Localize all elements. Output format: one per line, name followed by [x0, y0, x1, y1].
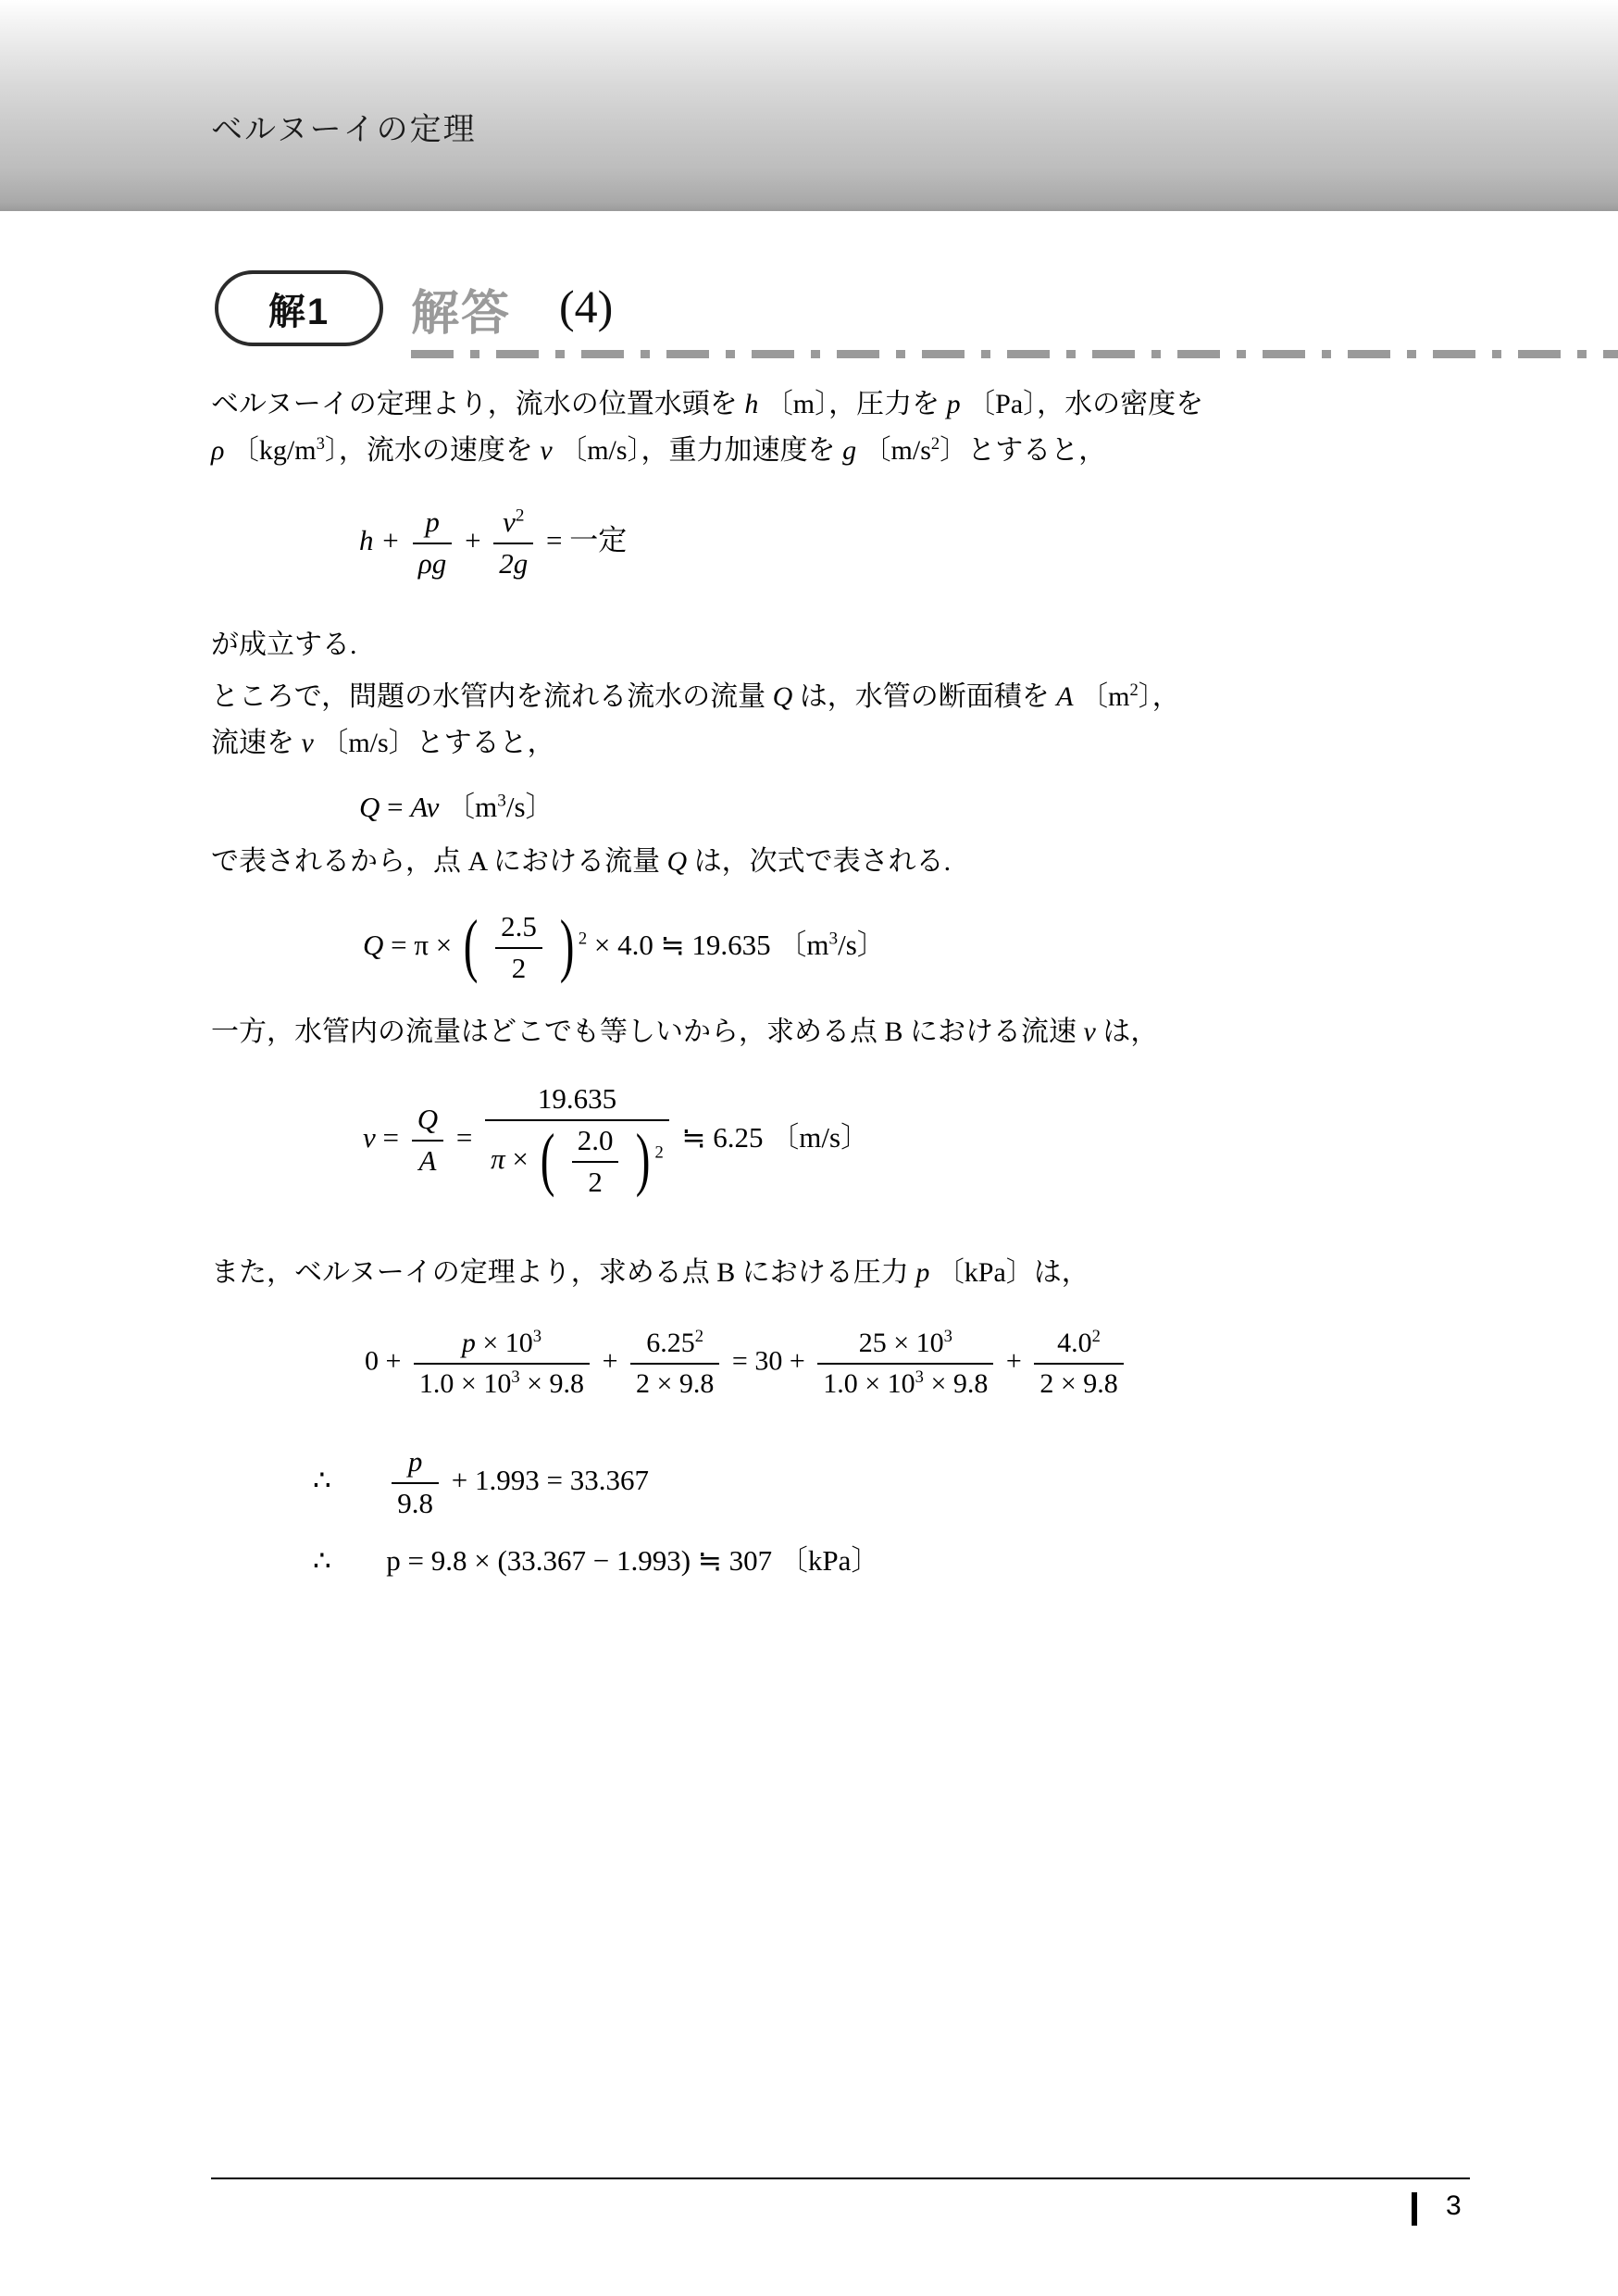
eq1-frac-p-rhog: $\frac{p}{\rho g}$ [413, 505, 452, 582]
paragraph-bernoulli-intro-line1: ベルヌーイの定理より，流水の位置水頭を h 〔m〕，圧力を p 〔Pa〕，水の密度を [211, 389, 1204, 419]
eq1-frac-v2-2g: $\frac{v^2}{2g}$ [493, 505, 533, 582]
eq5-frac-3: $\frac{25 \times 10^3}{1.0 \times 10^3 \times 9.8}$ [817, 1326, 993, 1401]
therefore-symbol-1: ∴ [313, 1463, 331, 1496]
eq4-frac-q-a: $\frac{Q}{A}$ [412, 1102, 443, 1179]
paragraph-point-a: で表されるから，点 A における流量 Q は，次式で表される. [211, 846, 952, 877]
eq5-frac-4: $\frac{4.0^2}{2 \times 9.8}$ [1034, 1326, 1123, 1401]
eq1-rhs: = 一定 [546, 523, 628, 556]
eq4-frac-big: 19.635 π × ( $\frac{2.0}{2}$ ) $^2$ [485, 1081, 669, 1200]
heading-dashed-rule [411, 350, 1618, 358]
answer-badge [215, 270, 383, 346]
answer-badge-label: 解1 [268, 291, 330, 332]
footer-marker [1412, 2192, 1417, 2226]
paragraph-point-b-pressure: また，ベルヌーイの定理より，求める点 B における圧力 p 〔kPa〕は， [211, 1257, 1089, 1288]
equation-therefore-1: ∴ $\frac{p}{9.8}$ + 1.993 = 33.367 [313, 1444, 649, 1522]
eq3-paren-group: ( $\frac{2.5}{2}$ ) $^2$ [463, 905, 588, 984]
equation-pressure-balance: 0 + $\frac{p \times 10^3}{1.0 \times 10^3 \times 9.8}$ + $\frac{6.25^2}{2 \times 9.8}$ = 30 + $\frac{25 \times 10^3}{1.0 \times 10^3 \times 9.8}$ + $\frac{4.0^2}{2 \times 9.8}$ [365, 1326, 1129, 1401]
footer-rule [211, 2177, 1470, 2179]
equation-qa-value: Q = π × ( $\frac{2.5}{2}$ ) $^2$ × 4.0 ≒ 19.635 〔$m^3/s$〕 [363, 909, 886, 987]
eq1-lhs: h + [359, 523, 401, 556]
header-title: ベルヌーイの定理 [211, 112, 477, 147]
paragraph-flowrate-line1: ところで，問題の水管内を流れる流水の流量 Q は，水管の断面積を A 〔$m^2$〕， [211, 680, 1180, 712]
answer-heading [215, 270, 1474, 356]
paragraph-holds-true: が成立する. [211, 630, 357, 660]
equation-q-equals-av: Q = Av 〔$m^3/s$〕 [359, 791, 554, 823]
equation-bernoulli [359, 505, 627, 582]
eq5-frac-1: $\frac{p \times 10^3}{1.0 \times 10^3 \times 9.8}$ [414, 1326, 590, 1401]
answer-heading-word: 解答 [411, 287, 512, 341]
equation-therefore-2 [313, 1537, 879, 1578]
paragraph-bernoulli-intro-line2: ρ 〔$kg/m^3$〕，流水の速度を v 〔m/s〕，重力加速度を g 〔$m/s^2$〕とすると， [211, 434, 1107, 466]
therefore-symbol-2: ∴ [313, 1544, 331, 1577]
paragraph-flowrate-line2: 流速を v 〔m/s〕とすると， [211, 728, 555, 758]
eq1-plus: + [465, 523, 481, 556]
page-number: 3 [1446, 2190, 1462, 2221]
answer-heading-number: (4) [559, 281, 614, 332]
eq5-frac-2: $\frac{6.25^2}{2 \times 9.8}$ [630, 1326, 719, 1401]
eq7-text: p = 9.8 × (33.367 − 1.993) ≒ 307 〔kPa〕 [386, 1544, 880, 1577]
paragraph-point-b-velocity: 一方，水管内の流量はどこでも等しいから，求める点 B における流速 v は， [211, 1017, 1159, 1047]
eq6-frac-p-98: $\frac{p}{9.8}$ [392, 1444, 439, 1522]
equation-velocity-b: v = $\frac{Q}{A}$ = 19.635 π × ( $\frac{2.0}{2}$ ) $^2$ ≒ 6.25 〔m/s〕 [363, 1081, 869, 1200]
